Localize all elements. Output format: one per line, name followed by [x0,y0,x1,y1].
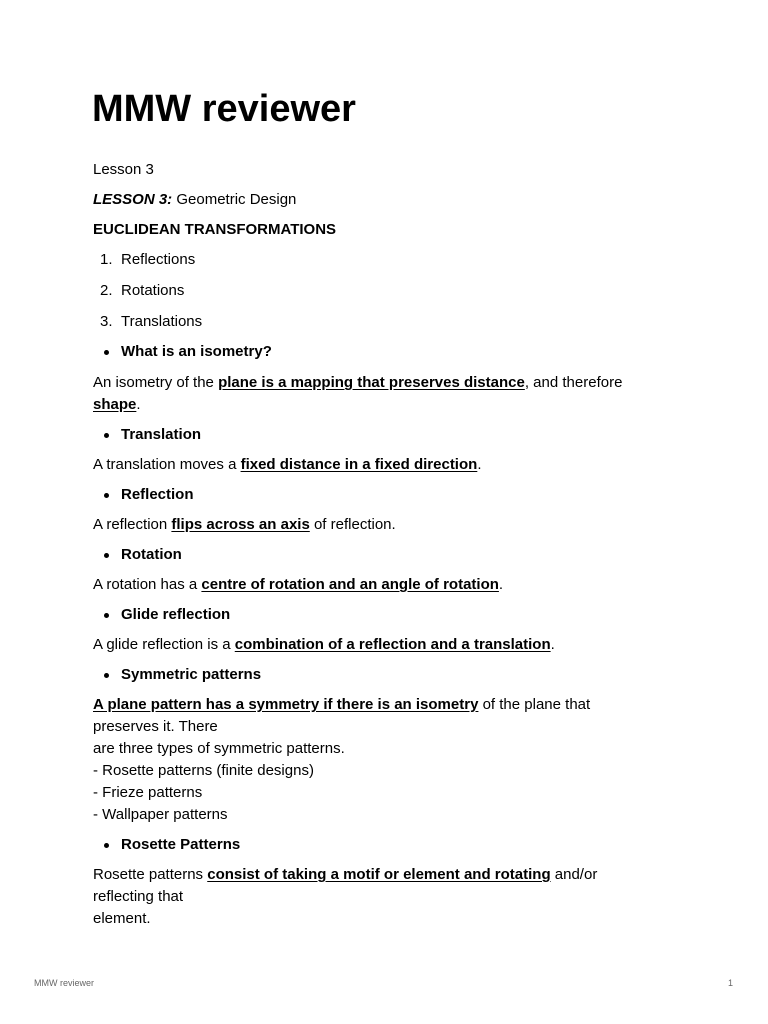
underlined-text: A plane pattern has a symmetry if there is an isometry [93,696,479,713]
lesson-heading [93,189,653,211]
text: of reflection. [309,516,396,533]
list-item [93,280,653,302]
list-item-text: Rotations [121,282,185,299]
paragraph-symmetric-patterns [93,694,653,826]
text: element. [93,910,151,927]
text: A rotation has a [93,576,202,593]
bullet-dot-icon [104,553,109,558]
lesson-line: Lesson 3 [93,161,154,178]
bullet-rosette-patterns [93,834,653,856]
underlined-text: flips across an axis [171,516,310,533]
list-item [93,249,653,271]
text: . [550,636,555,653]
text: of the plane that preserves it. There [93,696,591,735]
underlined-text: fixed distance in a fixed direction [240,456,478,473]
bullet-dot-icon [104,843,109,848]
bullet-label: Rotation [121,546,182,563]
underlined-text: consist of taking a motif or element and rotating [207,866,551,883]
list-item-number: 3. [100,313,113,330]
bullet-isometry [93,341,653,363]
text: and/or reflecting that [93,866,598,905]
document-title: MMW reviewer [92,88,356,130]
text: A translation moves a [93,456,241,473]
transformations-list [93,249,653,333]
list-item-number: 1. [100,251,113,268]
list-item-text: Translations [121,313,203,330]
list-item [93,311,653,333]
bullet-dot-icon [104,613,109,618]
pattern-item: - Rosette patterns (finite designs) [93,762,314,779]
list-item-number: 2. [100,282,113,299]
bullet-rotation [93,544,653,566]
paragraph-rotation [93,574,653,596]
paragraph-rosette-patterns [93,864,653,930]
pattern-item: - Frieze patterns [93,784,203,801]
bullet-symmetric-patterns [93,664,653,686]
lesson-heading-label: LESSON 3: [93,191,173,208]
underlined-text: shape [93,396,137,413]
bullet-label: Translation [121,426,202,443]
text: Rosette patterns [93,866,208,883]
underlined-text: plane is a mapping that preserves distance [218,374,525,391]
paragraph-isometry [93,372,653,416]
text: An isometry of the [93,374,219,391]
bullet-translation [93,424,653,446]
paragraph-glide-reflection [93,634,653,656]
bullet-reflection [93,484,653,506]
text: are three types of symmetric patterns. [93,740,345,757]
bullet-label: Symmetric patterns [121,666,262,683]
bullet-dot-icon [104,350,109,355]
underlined-text: combination of a reflection and a translation [234,636,551,653]
text: , and therefore [524,374,623,391]
text: A glide reflection is a [93,636,235,653]
text: . [136,396,141,413]
paragraph-translation [93,454,653,476]
underlined-text: centre of rotation and an angle of rotation [201,576,499,593]
paragraph-reflection [93,514,653,536]
text: . [498,576,504,593]
bullet-dot-icon [104,493,109,498]
bullet-label: What is an isometry? [121,343,272,360]
list-item-text: Reflections [121,251,196,268]
bullet-glide-reflection [93,604,653,626]
bullet-label: Glide reflection [121,606,231,623]
bullet-dot-icon [104,433,109,438]
document-body [93,159,653,930]
pattern-item: - Wallpaper patterns [93,806,228,823]
lesson-heading-text: Geometric Design [172,191,297,208]
footer-document-title: MMW reviewer [34,978,94,988]
section-heading: EUCLIDEAN TRANSFORMATIONS [93,221,337,238]
bullet-label: Rosette Patterns [121,836,241,853]
text: . [477,456,482,473]
bullet-dot-icon [104,673,109,678]
footer-page-number: 1 [727,978,733,988]
text: A reflection [93,516,172,533]
bullet-label: Reflection [121,486,194,503]
